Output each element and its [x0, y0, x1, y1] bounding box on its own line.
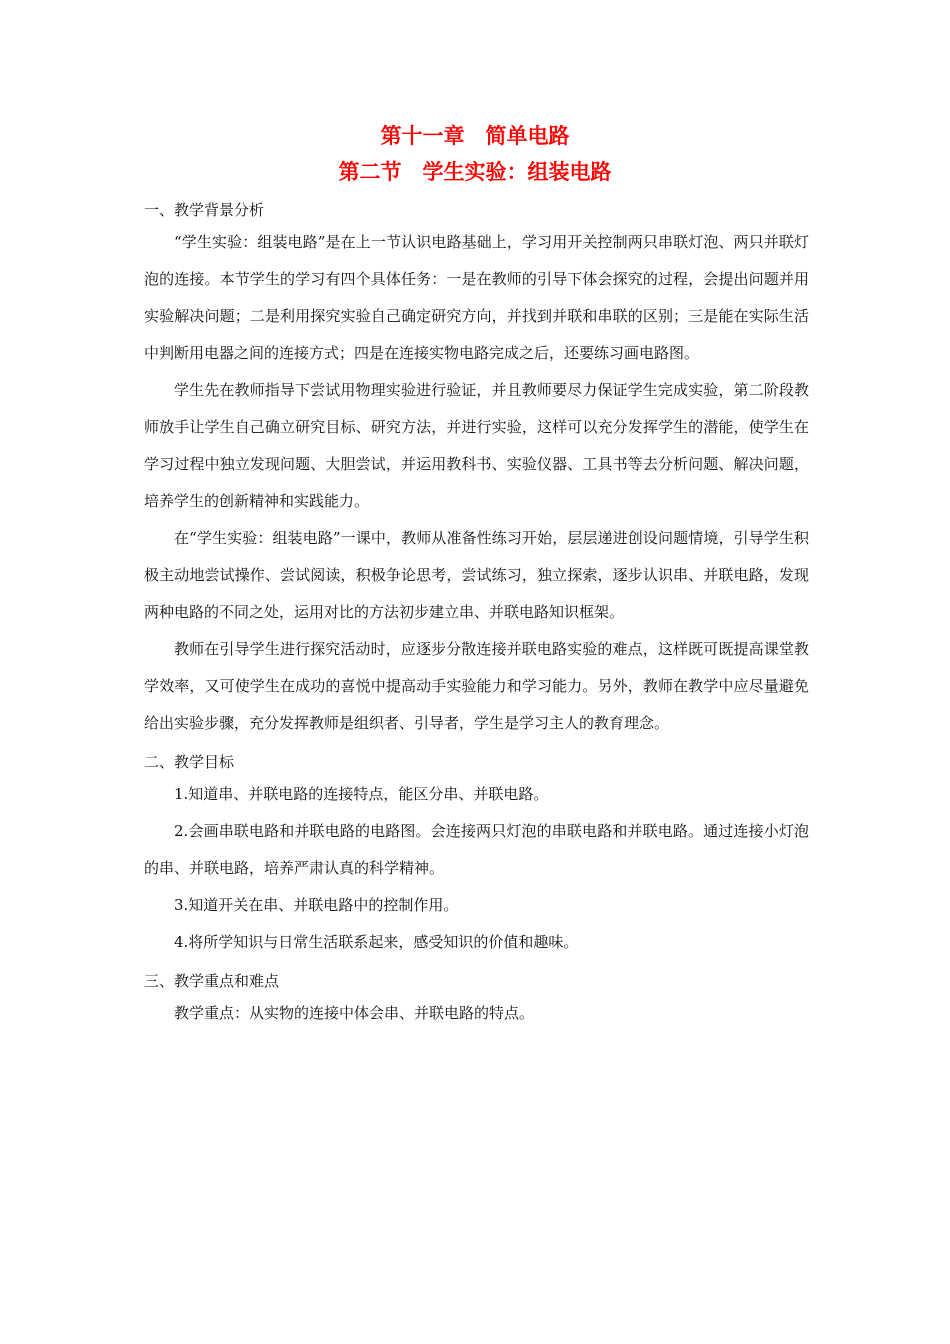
objective-item: 4.将所学知识与日常生活联系起来，感受知识的价值和趣味。 [174, 933, 579, 951]
section-heading-background: 一、教学背景分析 [144, 201, 265, 219]
paragraph: 在“学生实验：组装电路”一课中，教师从准备性练习开始，层层递进创设问题情境，引导学生积极主动地尝试操作、尝试阅读，积极争论思考，尝试练习，独立探索，逐步认识串、并联电路，发现两种电路的不同之处，运用对比的方法初步建立串、并联电路知识框架。 [144, 529, 809, 621]
paragraph: 教学重点：从实物的连接中体会串、并联电路的特点。 [174, 1004, 535, 1022]
objective-item: 1.知道串、并联电路的连接特点，能区分串、并联电路。 [174, 785, 549, 803]
paragraph: 学生先在教师指导下尝试用物理实验进行验证，并且教师要尽力保证学生完成实验，第二阶段教师放手让学生自己确立研究目标、研究方法，并进行实验，这样可以充分发挥学生的潜能，使学生在学习过程中独立发现问题、大胆尝试，并运用教科书、实验仪器、工具书等去分析问题、解决问题，培养学生的创新精神和实践能力。 [144, 381, 809, 510]
paragraph: 教师在引导学生进行探究活动时，应逐步分散连接并联电路实验的难点，这样既可既提高课堂教学效率，又可使学生在成功的喜悦中提高动手实验能力和学习能力。另外，教师在教学中应尽量避免给出实验步骤，充分发挥教师是组织者、引导者，学生是学习主人的教育理念。 [144, 640, 809, 732]
section-heading-objectives: 二、教学目标 [144, 753, 235, 771]
objective-item: 3.知道开关在串、并联电路中的控制作用。 [174, 896, 459, 914]
chapter-title: 第十一章 简单电路 [380, 123, 570, 148]
section-heading-key-points: 三、教学重点和难点 [144, 972, 280, 990]
document-body [144, 196, 809, 1032]
section-title: 第二节 学生实验：组装电路 [338, 159, 612, 184]
paragraph: “学生实验：组装电路”是在上一节认识电路基础上，学习用开关控制两只串联灯泡、两只并联灯泡的连接。本节学生的学习有四个具体任务：一是在教师的引导下体会探究的过程，会提出问题并用实验解决问题；二是利用探究实验自己确定研究方向，并找到并联和串联的区别；三是能在实际生活中判断用电器之间的连接方式；四是在连接实物电路完成之后，还要练习画电路图。 [144, 233, 809, 362]
objective-item: 2.会画串联电路和并联电路的电路图。会连接两只灯泡的串联电路和并联电路。通过连接小灯泡的串、并联电路，培养严肃认真的科学精神。 [144, 822, 809, 877]
